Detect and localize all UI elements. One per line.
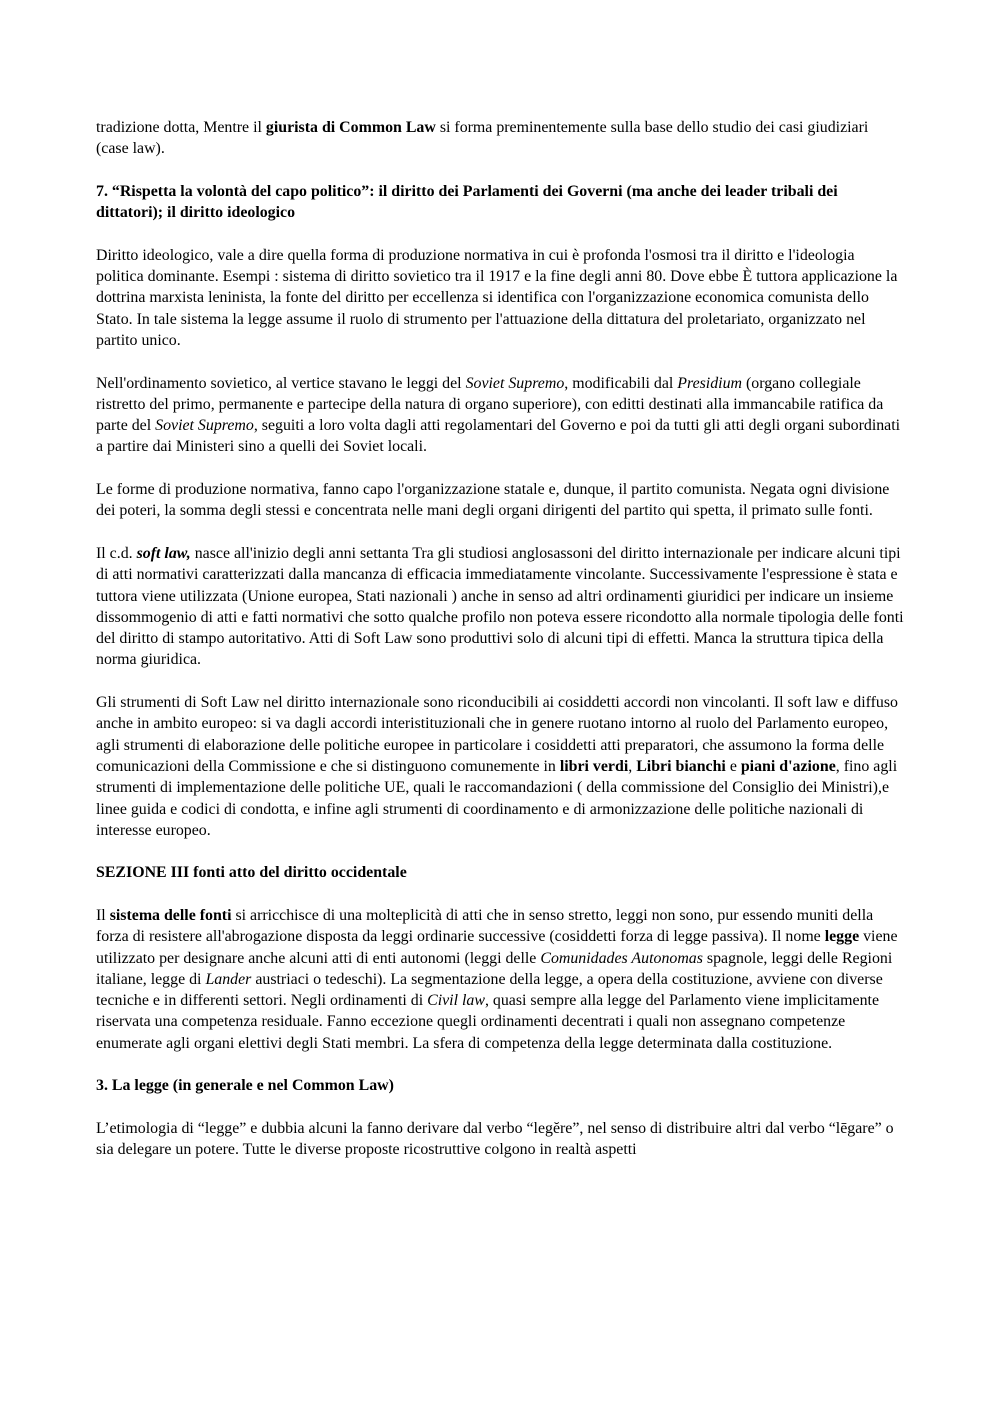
paragraph-diritto-ideologico: Diritto ideologico, vale a dire quella forma di produzione normativa in cui è profonda l'osmosi tra il diritto e l'ideologia politica dominante. Esempi : sistema di diritto sovietico tra il 1917 e la fine degli anni 80. Dove ebbe È tuttora applicazione la dottrina marxista leninista, la fonte del diritto per eccellenza si identifica con l'organizzazione economica comunista dello Stato. In tale sistema la legge assume il ruolo di strumento per l'attuazione della dittatura del proletariato, organizzato nel partito unico. [96, 246, 898, 349]
bold-term: libri verdi [559, 757, 629, 775]
bold-term: Libri bianchi [636, 757, 726, 775]
bold-term: giurista di Common Law [265, 119, 436, 136]
section-heading-3: 3. La legge (in generale e nel Common Law) [96, 1077, 394, 1095]
paragraph-strumenti-soft-law: Gli strumenti di Soft Law nel diritto internazionale sono riconducibili ai cosiddetti accordi non vincolanti. Il soft law e diffuso anche in ambito europeo: si va dagli accordi interistituzionali che in genere ruotano intorno al ruolo del Parlamento europeo, agli strumenti di elaborazione delle politiche europee in particolare i cosiddetti atti preparatori, che assumono la forma delle comunicazioni della Commissione e che si distinguono comunemente in libri verdi, Libri bianchi e piani d'azione, fino agli strumenti di implementazione delle politiche UE, quali le raccomandazioni ( della commissione del Consiglio dei Ministri),e linee guida e codici di condotta, e infine agli strumenti di coordinamento e di armonizzazione delle politiche nazionali di interesse europeo. [96, 694, 899, 839]
bold-term: sistema delle fonti [109, 906, 232, 924]
italic-term: Soviet Supremo [465, 374, 565, 392]
paragraph-soft-law: Il c.d. soft law, nasce all'inizio degli anni settanta Tra gli studiosi anglosassoni del diritto internazionale per indicare alcuni tipi di atti normativi caratterizzati dalla mancanza di efficacia immediatamente vincolante. Successivamente l'espressione è stata e tuttora viene utilizzata (Unione europea, Stati nazionali ) anche in senso ad altri ordinamenti giuridici per indicare un insieme dissommogenio di atti e fatti normativi che sotto qualche profilo non poteva essere ricondotto alla normale tipologia delle fonti del diritto di stampo autoritativo. Atti di Soft Law sono produttivi solo di alcuni tipi di effetti. Manca la struttura tipica della norma giuridica. [96, 544, 904, 669]
italic-term: Soviet Supremo [155, 417, 254, 435]
paragraph-forme-produzione: Le forme di produzione normativa, fanno capo l'organizzazione statale e, dunque, il partito comunista. Negata ogni divisione dei poteri, la somma degli stessi e concentrata nelle mani degli organi dirigenti del partito qui spetta, il primato sulle fonti. [96, 481, 890, 520]
italic-term: Civil law [427, 992, 485, 1010]
section-heading-sezione-iii: SEZIONE III fonti atto del diritto occidentale [96, 864, 407, 882]
paragraph-ordinamento-sovietico: Nell'ordinamento sovietico, al vertice stavano le leggi del Soviet Supremo, modificabili dal Presidium (organo collegiale ristretto del primo, permanente e partecipe della natura di organo superiore), con editti destinati alla immancabile ratifica da parte del Soviet Supremo, seguiti a loro volta dagli atti regolamentari del Governo e poi da tutti gli atti degli organi subordinati a partire dai Ministeri sino a quelli dei Soviet locali. [96, 374, 901, 456]
bold-term: legge [824, 928, 860, 946]
italic-term: Lander [205, 970, 252, 988]
bold-italic-term: soft law, [136, 544, 191, 562]
italic-term: Comunidades Autonomas [540, 949, 703, 967]
section-heading-7: 7. “Rispetta la volontà del capo politico”: il diritto dei Parlamenti dei Governi (ma anche dei leader tribali dei dittatori); il diritto ideologico [96, 182, 838, 222]
paragraph-etimologia: L’etimologia di “legge” e dubbia alcuni la fanno derivare dal verbo “legĕre”, nel senso di distribuire altri dal verbo “lēgare” o sia delegare un potere. Tutte le diverse proposte ricostruttive colgono in realtà aspetti [96, 1119, 894, 1159]
paragraph-sistema-fonti: Il sistema delle fonti si arricchisce di una molteplicità di atti che in senso stretto, leggi non sono, pur essendo muniti della forza di resistere all'abrogazione disposta da leggi ordinarie successive (cosiddetti forza di legge passiva). Il nome legge viene utilizzato per designare anche alcuni atti di enti autonomi (leggi delle Comunidades Autonomas spagnole, leggi delle Regioni italiane, legge di Lander austriaci o tedeschi). La segmentazione della legge, a opera della costituzione, avviene con diverse tecniche e in differenti settori. Negli ordinamenti di Civil law, quasi sempre alla legge del Parlamento viene implicitamente riservata una competenza residuale. Fanno eccezione quegli ordinamenti decentrati i quali non assegnano competenze enumerate agli organi elettivi degli Stati membri. La sfera di competenza della legge determinata dalla costituzione. [96, 906, 898, 1052]
bold-term: piani d'azione [740, 757, 836, 775]
document-page [96, 117, 904, 1182]
italic-term: Presidium [677, 374, 742, 392]
paragraph-common-law-intro: tradizione dotta, Mentre il giurista di Common Law si forma preminentemente sulla base dello studio dei casi giudiziari (case law). [96, 119, 869, 158]
